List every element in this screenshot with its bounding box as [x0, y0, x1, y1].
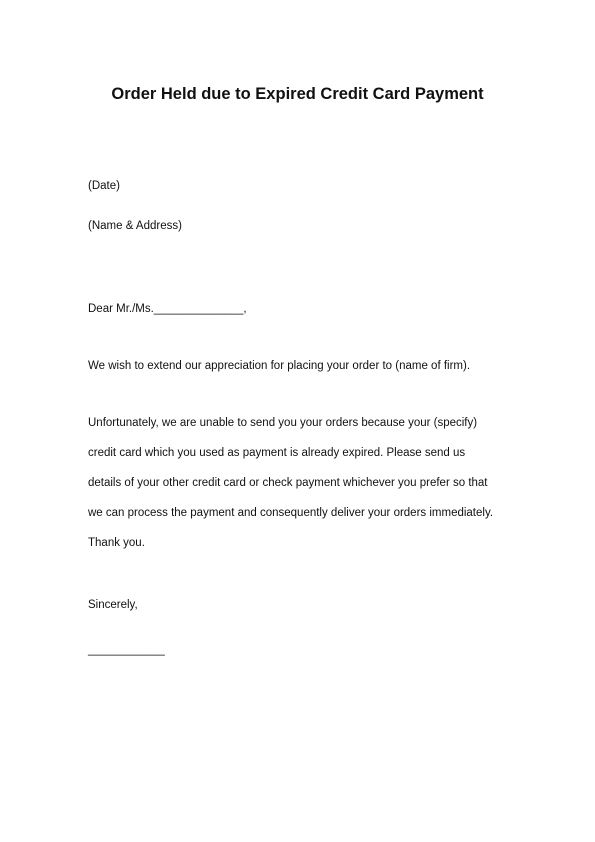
paragraph-line: credit card which you used as payment is already expired. Please send us	[88, 447, 466, 459]
salutation: Dear Mr./Ms.______________,	[88, 303, 247, 315]
closing: Sincerely,	[88, 599, 138, 611]
name-address-placeholder: (Name & Address)	[88, 220, 182, 232]
paragraph-line: Unfortunately, we are unable to send you your orders because your (specify)	[88, 417, 478, 429]
paragraph-line: we can process the payment and consequently deliver your orders immediately.	[88, 507, 494, 519]
paragraph-line: Thank you.	[88, 537, 145, 549]
date-placeholder: (Date)	[88, 180, 120, 192]
paragraph-appreciation: We wish to extend our appreciation for placing your order to (name of firm).	[88, 360, 471, 372]
paragraph-line: details of your other credit card or check payment whichever you prefer so that	[88, 477, 488, 489]
paragraph-expired-card	[88, 416, 518, 566]
signature-line: ____________	[88, 644, 165, 656]
letter-title: Order Held due to Expired Credit Card Payment	[111, 85, 484, 103]
